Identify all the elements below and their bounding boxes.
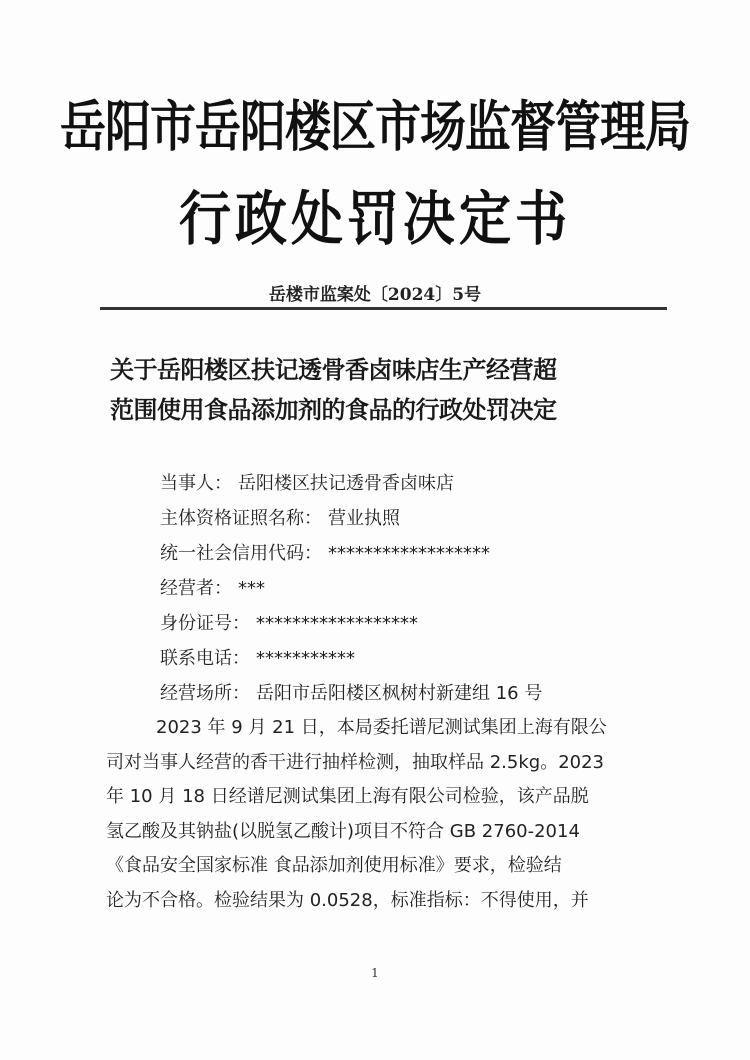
credit-code-value: ****************** xyxy=(328,543,490,564)
party-name-row xyxy=(160,466,680,501)
page-number: 1 xyxy=(371,966,379,980)
body-line: 论为不合格。检验结果为 0.0528，标准指标：不得使用，并 xyxy=(106,889,589,911)
license-label: 主体资格证照名称： xyxy=(160,508,322,529)
credit-code-label: 统一社会信用代码： xyxy=(160,543,322,564)
id-number-label: 身份证号： xyxy=(160,613,250,634)
decision-subject xyxy=(110,350,650,430)
address-row xyxy=(160,676,680,711)
party-info xyxy=(160,466,680,711)
issuing-authority-title: 岳阳市岳阳楼区市场监督管理局 xyxy=(60,94,690,159)
license-value: 营业执照 xyxy=(328,508,400,529)
body-line: 2023 年 9 月 21 日，本局委托谱尼测试集团上海有限公 xyxy=(156,717,607,738)
address-label: 经营场所： xyxy=(160,683,250,704)
phone-label: 联系电话： xyxy=(160,648,250,669)
body-line: 氢乙酸及其钠盐(以脱氢乙酸计)项目不符合 GB 2760-2014 xyxy=(106,820,580,842)
document-type-title: 行政处罚决定书 xyxy=(178,186,571,254)
id-number-value: ****************** xyxy=(256,613,418,634)
body-line: 《食品安全国家标准 食品添加剂使用标准》要求，检验结 xyxy=(106,855,562,876)
body-line: 司对当事人经营的香干进行抽样检测，抽取样品 2.5kg。2023 xyxy=(106,751,605,773)
subject-line-1: 关于岳阳楼区扶记透骨香卤味店生产经营超 xyxy=(110,355,557,384)
operator-row xyxy=(160,571,680,606)
id-number-row xyxy=(160,606,680,641)
party-name-value: 岳阳楼区扶记透骨香卤味店 xyxy=(238,473,454,494)
body-line: 年 10 月 18 日经谱尼测试集团上海有限公司检验，该产品脱 xyxy=(106,786,589,807)
header-divider xyxy=(100,307,667,310)
operator-value: *** xyxy=(238,578,265,599)
party-name-label: 当事人： xyxy=(160,473,232,494)
operator-label: 经营者： xyxy=(160,578,232,599)
decision-body xyxy=(106,711,656,918)
phone-row xyxy=(160,641,680,676)
license-row xyxy=(160,501,680,536)
credit-code-row xyxy=(160,536,680,571)
document-number: 岳楼市监案处〔2024〕5号 xyxy=(268,285,482,305)
subject-line-2: 范围使用食品添加剂的食品的行政处罚决定 xyxy=(110,395,557,424)
phone-value: *********** xyxy=(256,648,355,669)
address-value: 岳阳市岳阳楼区枫树村新建组 16 号 xyxy=(256,683,543,704)
